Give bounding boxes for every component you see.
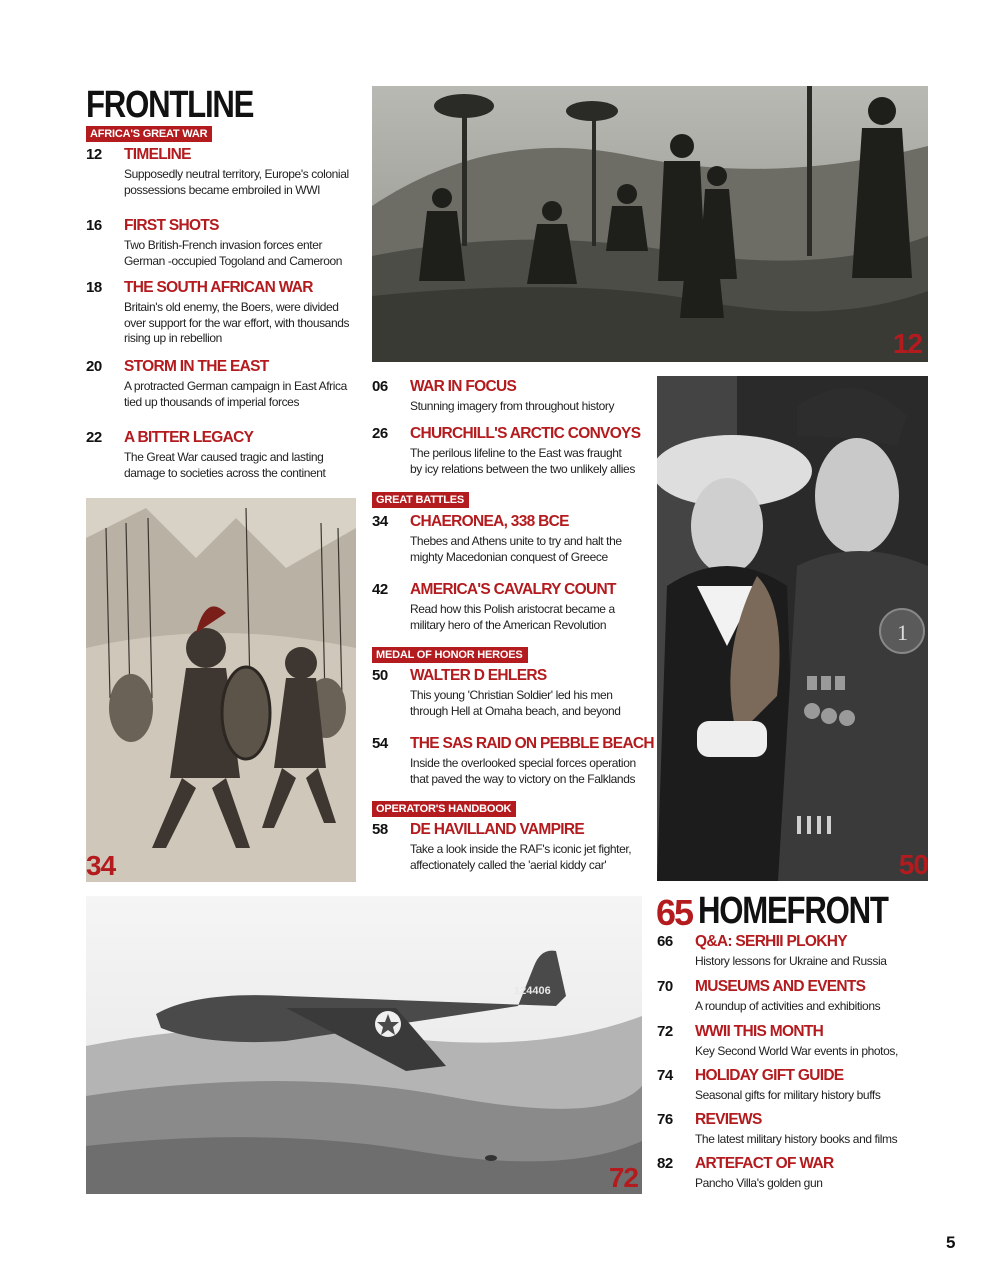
medal-of-honor-heroes-tag: MEDAL OF HONOR HEROES (372, 647, 528, 663)
entry-heading: THE SAS RAID ON PEBBLE BEACH (410, 735, 654, 752)
page-number: 26 (372, 425, 388, 442)
entry-description: Read how this Polish aristocrat became a military hero of the American Revolution (410, 602, 615, 632)
page-number: 82 (657, 1155, 673, 1172)
entry-description: Key Second World War events in photos, (695, 1044, 898, 1058)
toc-entry-de-havilland-vampire[interactable] (372, 821, 652, 881)
toc-entry-sas-pebble-beach[interactable] (372, 735, 652, 795)
entry-heading: MUSEUMS AND EVENTS (695, 978, 866, 995)
page-number: 16 (86, 217, 102, 234)
page-number: 66 (657, 933, 673, 950)
ehlers-image (657, 376, 928, 881)
toc-entry-south-african-war[interactable] (86, 279, 356, 354)
page-number: 76 (657, 1111, 673, 1128)
entry-heading: HOLIDAY GIFT GUIDE (695, 1067, 844, 1084)
entry-description: The latest military history books and films (695, 1132, 898, 1146)
ehlers-photo[interactable] (657, 376, 928, 881)
entry-heading: THE SOUTH AFRICAN WAR (124, 279, 313, 296)
entry-heading: CHURCHILL'S ARCTIC CONVOYS (410, 425, 641, 442)
frontline-title: FRONTLINE (86, 84, 254, 126)
page-number: 06 (372, 378, 388, 395)
great-battles-tag: GREAT BATTLES (372, 492, 469, 508)
entry-description: The Great War caused tragic and lasting damage to societies across the continent (124, 450, 326, 480)
page-number: 50 (372, 667, 388, 684)
page-number: 34 (372, 513, 388, 530)
toc-entry-wwii-this-month[interactable] (657, 1023, 927, 1063)
toc-entry-reviews[interactable] (657, 1111, 927, 1151)
hoplites-illustration[interactable] (86, 498, 356, 882)
toc-entry-timeline[interactable] (86, 146, 356, 206)
toc-entry-holiday-gift-guide[interactable] (657, 1067, 927, 1107)
toc-entry-cavalry-count[interactable] (372, 581, 652, 641)
entry-heading: DE HAVILLAND VAMPIRE (410, 821, 585, 838)
homefront-title: HOMEFRONT (698, 890, 888, 932)
page-number: 54 (372, 735, 388, 752)
homefront-page-number: 65 (656, 892, 693, 933)
entry-description: Britain's old enemy, the Boers, were divided over support for the war effort, with thousands rising up in rebellion (124, 300, 350, 345)
entry-description: Supposedly neutral territory, Europe's colonial possessions became embroiled in WWI (124, 167, 349, 197)
entry-description: This young 'Christian Soldier' led his men through Hell at Omaha beach, and beyond (410, 688, 621, 718)
toc-entry-bitter-legacy[interactable] (86, 429, 356, 489)
page-number: 74 (657, 1067, 673, 1084)
toc-entry-first-shots[interactable] (86, 217, 356, 277)
toc-entry-artefact-of-war[interactable] (657, 1155, 927, 1195)
page-number: 72 (657, 1023, 673, 1040)
entry-description: Take a look inside the RAF's iconic jet fighter, affectionately called the 'aerial kiddy car' (410, 842, 632, 872)
page-number: 12 (86, 146, 102, 163)
svg-text:1: 1 (897, 620, 908, 645)
photo-page-number: 50 (898, 849, 928, 880)
page-number: 58 (372, 821, 388, 838)
hoplites-image (86, 498, 356, 882)
entry-description: The perilous lifeline to the East was fraught by icy relations between the two unlikely allies (410, 446, 635, 476)
toc-entry-arctic-convoys[interactable] (372, 425, 652, 485)
entry-heading: STORM IN THE EAST (124, 358, 269, 375)
entry-heading: FIRST SHOTS (124, 217, 219, 234)
bomber-photo[interactable] (86, 896, 642, 1194)
entry-heading: WWII THIS MONTH (695, 1023, 824, 1040)
africa-troops-photo[interactable] (372, 86, 928, 362)
entry-heading: AMERICA'S CAVALRY COUNT (410, 581, 616, 598)
photo-page-number: 34 (86, 850, 116, 881)
b17-bomber-image (86, 896, 642, 1194)
toc-entry-serhii-plokhy[interactable] (657, 933, 927, 973)
page-number: 70 (657, 978, 673, 995)
entry-heading: A BITTER LEGACY (124, 429, 254, 446)
page-number: 20 (86, 358, 102, 375)
africa-troops-image (372, 86, 928, 362)
entry-heading: CHAERONEA, 338 BCE (410, 513, 569, 530)
entry-description: Seasonal gifts for military history buffs (695, 1088, 881, 1102)
entry-description: A roundup of activities and exhibitions (695, 999, 881, 1013)
photo-page-number: 72 (608, 1162, 638, 1193)
entry-heading: WAR IN FOCUS (410, 378, 517, 395)
bomber-serial: 124406 (514, 985, 551, 997)
toc-entry-chaeronea[interactable] (372, 513, 652, 573)
entry-heading: Q&A: SERHII PLOKHY (695, 933, 847, 950)
africas-great-war-tag: AFRICA'S GREAT WAR (86, 126, 212, 142)
page-number: 42 (372, 581, 388, 598)
photo-page-number: 12 (892, 328, 922, 359)
page-number: 18 (86, 279, 102, 296)
entry-description: Pancho Villa's golden gun (695, 1176, 823, 1190)
toc-entry-walter-ehlers[interactable] (372, 667, 652, 727)
folio-page-number: 5 (946, 1233, 956, 1252)
entry-heading: ARTEFACT OF WAR (695, 1155, 834, 1172)
page-number: 22 (86, 429, 102, 446)
entry-description: Two British-French invasion forces enter German -occupied Togoland and Cameroon (124, 238, 343, 268)
toc-entry-museums-events[interactable] (657, 978, 927, 1018)
operators-handbook-tag: OPERATOR'S HANDBOOK (372, 801, 516, 817)
entry-heading: REVIEWS (695, 1111, 762, 1128)
toc-entry-war-in-focus[interactable] (372, 378, 652, 418)
toc-entry-storm-in-the-east[interactable] (86, 358, 356, 418)
entry-description: Thebes and Athens unite to try and halt the mighty Macedonian conquest of Greece (410, 534, 622, 564)
entry-heading: WALTER D EHLERS (410, 667, 547, 684)
entry-description: Inside the overlooked special forces operation that paved the way to victory on the Falklands (410, 756, 636, 786)
entry-description: Stunning imagery from throughout history (410, 399, 615, 413)
entry-description: History lessons for Ukraine and Russia (695, 954, 887, 968)
entry-description: A protracted German campaign in East Africa tied up thousands of imperial forces (124, 379, 347, 409)
entry-heading: TIMELINE (124, 146, 191, 163)
